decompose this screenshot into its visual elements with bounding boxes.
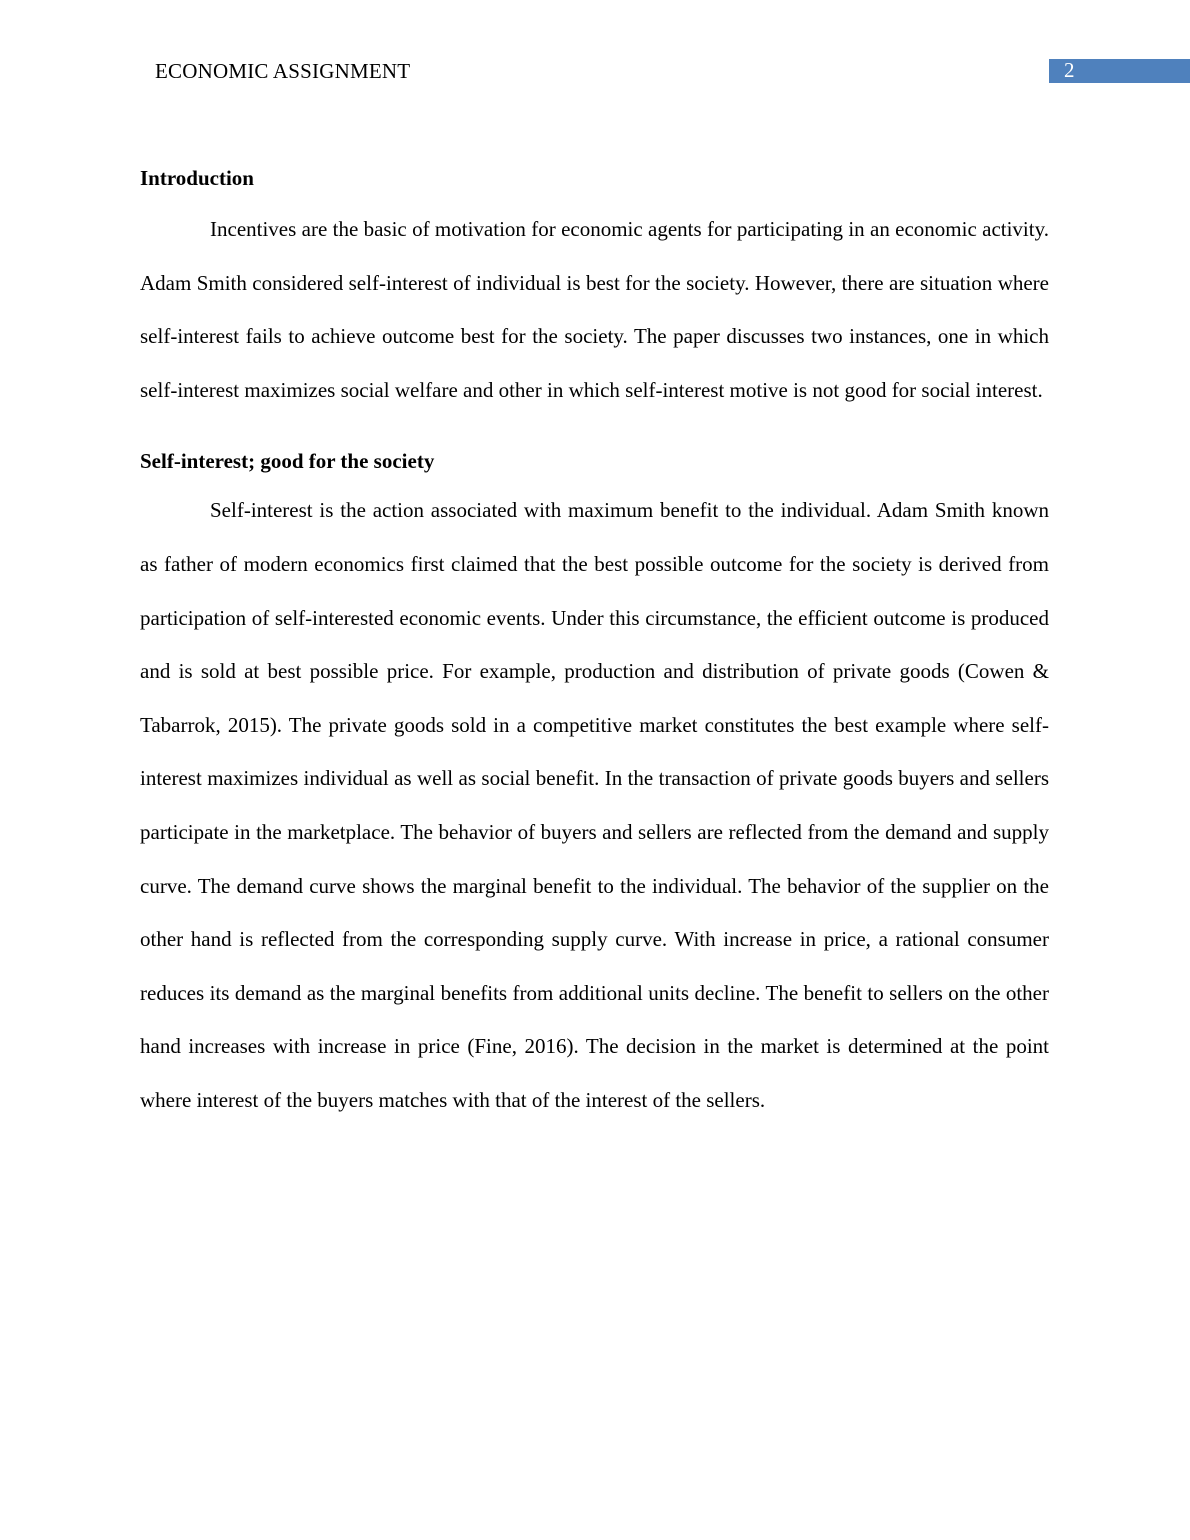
page-number: 2 xyxy=(1064,58,1075,82)
page-number-bar xyxy=(1049,59,1190,83)
section-heading-self-interest: Self-interest; good for the society xyxy=(140,449,435,474)
section-heading-introduction: Introduction xyxy=(140,166,254,190)
running-header-title: ECONOMIC ASSIGNMENT xyxy=(155,59,411,83)
self-interest-paragraph: Self-interest is the action associated with maximum benefit to the individual. Adam Smith known as father of modern economics first claimed that the best possible outcome for the society is derived from participation of self-interested economic events. Under this circumstance, the efficient outcome is produced and is sold at best possible price. For example, production and distribution of private goods (Cowen & Tabarrok, 2015). The private goods sold in a competitive market constitutes the best example where self-interest maximizes individual as well as social benefit. In the transaction of private goods buyers and sellers participate in the marketplace. The behavior of buyers and sellers are reflected from the demand and supply curve. The demand curve shows the marginal benefit to the individual. The behavior of the supplier on the other hand is reflected from the corresponding supply curve. With increase in price, a rational consumer reduces its demand as the marginal benefits from additional units decline. The benefit to sellers on the other hand increases with increase in price (Fine, 2016). The decision in the market is determined at the point where interest of the buyers matches with that of the interest of the sellers. xyxy=(140,498,1049,1112)
document-body xyxy=(140,160,1049,1128)
introduction-paragraph: Incentives are the basic of motivation for economic agents for participating in an economic activity. Adam Smith considered self-interest of individual is best for the society. However, there are situation where self-interest fails to achieve outcome best for the society. The paper discusses two instances, one in which self-interest maximizes social welfare and other in which self-interest motive is not good for social interest. xyxy=(140,217,1049,402)
